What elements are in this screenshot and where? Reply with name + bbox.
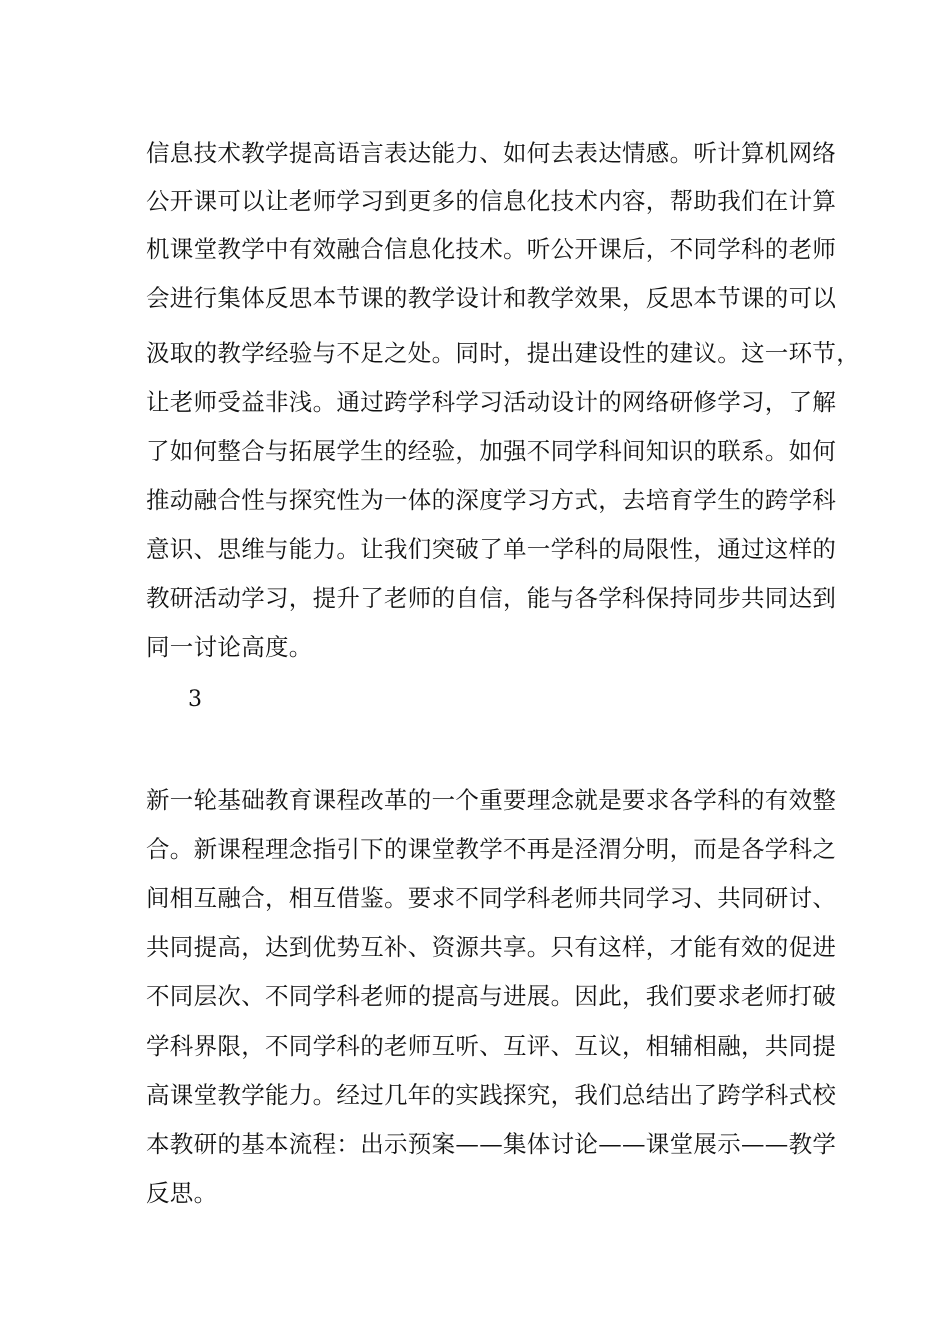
paragraph-2-line: 新一轮基础教育课程改革的一个重要理念就是要求各学科的有效整 [146,786,837,814]
section-number: 3 [188,687,202,712]
paragraph-1-line: 同一讨论高度。 [146,633,313,661]
paragraph-1-line: 信息技术教学提高语言表达能力、如何去表达情感。听计算机网络 [146,139,837,167]
paragraph-2-line: 反思。 [146,1179,218,1207]
paragraph-2-line: 高课堂教学能力。经过几年的实践探究，我们总结出了跨学科式校 [146,1081,837,1109]
paragraph-1-line: 让老师受益非浅。通过跨学科学习活动设计的网络研修学习，了解 [146,388,837,416]
paragraph-1-line: 汲取的教学经验与不足之处。同时，提出建设性的建议。这一环节， [146,339,860,367]
paragraph-1-line: 会进行集体反思本节课的教学设计和教学效果，反思本节课的可以 [146,284,837,312]
paragraph-2-line: 不同层次、不同学科老师的提高与进展。因此，我们要求老师打破 [146,982,837,1010]
paragraph-1-line: 推动融合性与探究性为一体的深度学习方式，去培育学生的跨学科 [146,486,837,514]
paragraph-1-line: 意识、思维与能力。让我们突破了单一学科的局限性，通过这样的 [146,535,837,563]
paragraph-1-line: 教研活动学习，提升了老师的自信，能与各学科保持同步共同达到 [146,584,837,612]
paragraph-1-line: 了如何整合与拓展学生的经验，加强不同学科间知识的联系。如何 [146,437,837,465]
paragraph-1-line: 公开课可以让老师学习到更多的信息化技术内容，帮助我们在计算 [146,187,837,215]
paragraph-2-line: 共同提高，达到优势互补、资源共享。只有这样，才能有效的促进 [146,933,837,961]
paragraph-2-line: 学科界限，不同学科的老师互听、互评、互议，相辅相融，共同提 [146,1032,837,1060]
paragraph-2-line: 间相互融合，相互借鉴。要求不同学科老师共同学习、共同研讨、 [146,884,837,912]
paragraph-2-line: 合。新课程理念指引下的课堂教学不再是泾渭分明，而是各学科之 [146,835,837,863]
paragraph-2-line: 本教研的基本流程：出示预案——集体讨论——课堂展示——教学 [146,1130,837,1158]
paragraph-1-line: 机课堂教学中有效融合信息化技术。听公开课后，不同学科的老师 [146,235,837,263]
